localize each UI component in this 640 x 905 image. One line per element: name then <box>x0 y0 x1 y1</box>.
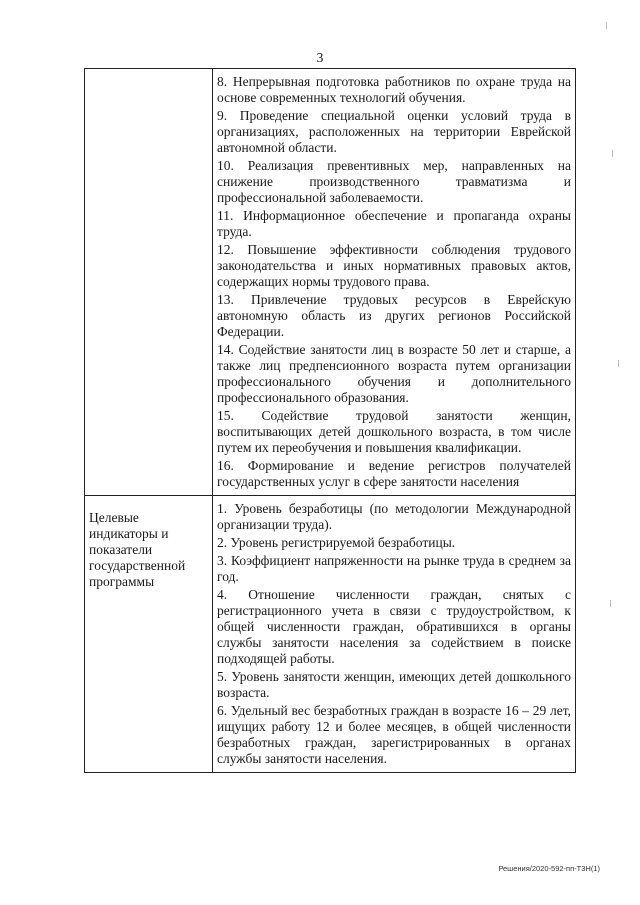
list-item: 8. Непрерывная подготовка работников по охране труда на основе современных технологий обучения. <box>217 74 571 105</box>
table-row <box>85 69 576 496</box>
list-item: 12. Повышение эффективности соблюдения трудового законодательства и иных нормативных правовых актов, содержащих нормы трудового права. <box>217 242 571 289</box>
list-item: 9. Проведение специальной оценки условий труда в организациях, расположенных на территории Еврейской автономной области. <box>217 108 571 155</box>
scan-mark <box>618 360 619 367</box>
page-number: 3 <box>316 50 324 65</box>
table-row <box>85 496 576 773</box>
list-item: 10. Реализация превентивных мер, направленных на снижение производственного травматизма и профессиональной заболеваемости. <box>217 158 571 205</box>
list-item: 15. Содействие трудовой занятости женщин, воспитывающих детей дошкольного возраста, в том числе путем их переобучения и повышения квалификации. <box>217 408 571 455</box>
list-item: 11. Информационное обеспечение и пропаганда охраны труда. <box>217 208 571 239</box>
list-item: 14. Содействие занятости лиц в возрасте 50 лет и старше, а также лиц предпенсионного возраста путем организации профессионального обучения и дополнительного профессионального образования. <box>217 342 571 405</box>
document-footer: Решения/2020-592-пп-Т3Н(1) <box>498 864 600 873</box>
list-item: 16. Формирование и ведение регистров получателей государственных услуг в сфере занятости населения <box>217 458 571 489</box>
row-content <box>213 496 576 773</box>
list-item: 6. Удельный вес безработных граждан в возрасте 16 – 29 лет, ищущих работу 12 и более месяцев, в общей численности безработных граждан, зарегистрированных в органах службы занятости населения. <box>217 703 571 766</box>
row-label <box>85 69 213 496</box>
list-item: 13. Привлечение трудовых ресурсов в Еврейскую автономную область из других регионов Российской Федерации. <box>217 292 571 339</box>
scan-mark <box>610 600 611 607</box>
list-item: 1. Уровень безработицы (по методологии Международной организации труда). <box>217 501 571 532</box>
list-item: 4. Отношение численности граждан, снятых с регистрационного учета в связи с трудоустройством, к общей численности граждан, обратившихся в органы службы занятости населения за содействием в поиске подходящей работы. <box>217 587 571 666</box>
row-label: Целевые индикаторы и показатели государственной программы <box>85 496 213 773</box>
list-item: 2. Уровень регистрируемой безработицы. <box>217 535 456 550</box>
list-item: 5. Уровень занятости женщин, имеющих детей дошкольного возраста. <box>217 669 571 700</box>
program-table <box>84 68 576 773</box>
list-item: 3. Коэффициент напряженности на рынке труда в среднем за год. <box>217 553 571 584</box>
scan-mark <box>606 22 607 29</box>
row-content <box>213 69 576 496</box>
scan-mark <box>612 150 613 157</box>
